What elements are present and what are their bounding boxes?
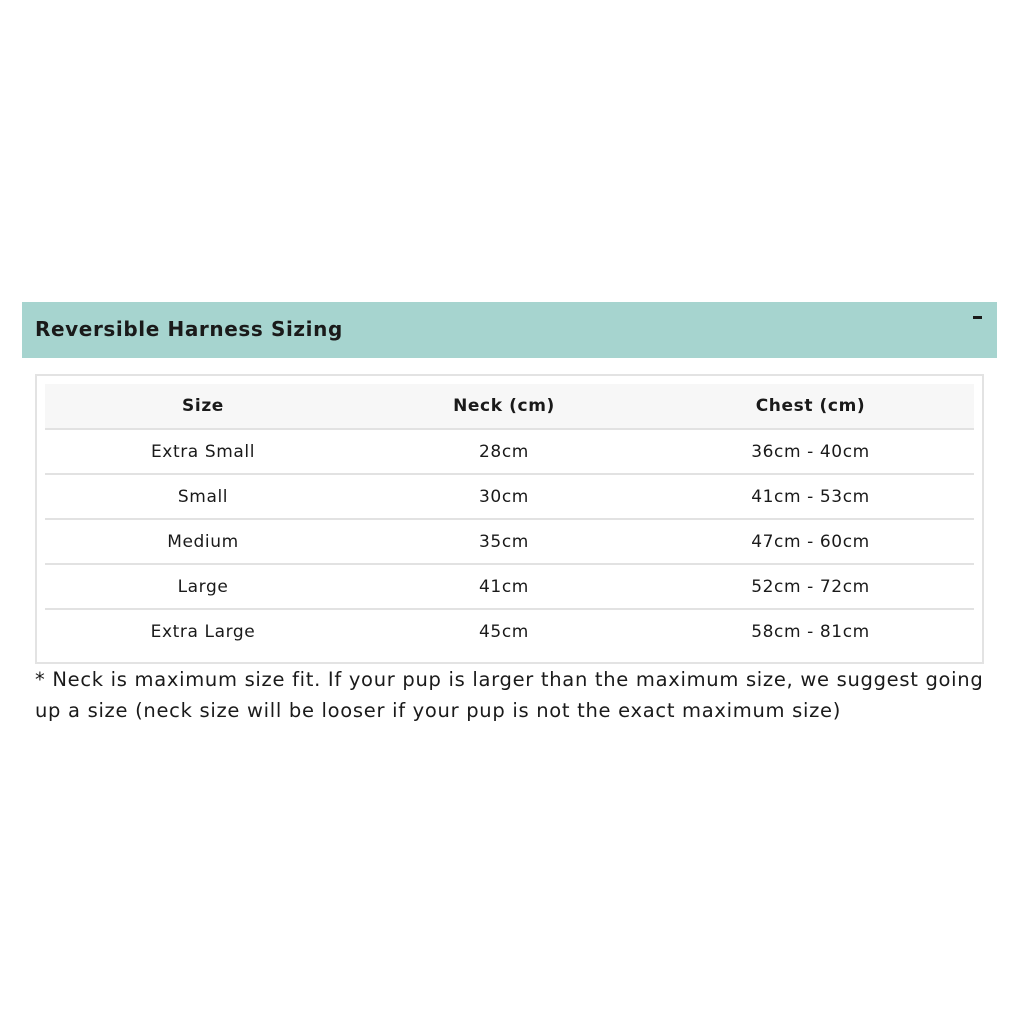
column-header-size: Size xyxy=(45,384,361,429)
cell-chest: 36cm - 40cm xyxy=(647,429,974,474)
column-header-neck: Neck (cm) xyxy=(361,384,647,429)
accordion-title: Reversible Harness Sizing xyxy=(35,317,343,341)
cell-size: Extra Small xyxy=(45,429,361,474)
cell-chest: 47cm - 60cm xyxy=(647,519,974,564)
column-header-chest: Chest (cm) xyxy=(647,384,974,429)
cell-neck: 45cm xyxy=(479,622,529,642)
cell-neck: 35cm xyxy=(361,519,647,564)
table-row xyxy=(45,429,974,474)
accordion-header[interactable] xyxy=(22,302,997,358)
cell-size: Small xyxy=(45,474,361,519)
table-row xyxy=(45,519,974,564)
sizing-footnote: * Neck is maximum size fit. If your pup is larger than the maximum size, we suggest going up a size (neck size will be looser if your pup is not the exact maximum size) xyxy=(35,668,984,722)
cell-chest: 58cm - 81cm xyxy=(751,622,870,642)
table-row xyxy=(45,564,974,609)
size-table xyxy=(45,384,974,654)
cell-size: Large xyxy=(45,564,361,609)
minus-icon-bar xyxy=(973,316,982,319)
cell-neck: 28cm xyxy=(361,429,647,474)
cell-chest: 52cm - 72cm xyxy=(647,564,974,609)
cell-neck: 41cm xyxy=(361,564,647,609)
cell-chest: 41cm - 53cm xyxy=(647,474,974,519)
cell-neck: 30cm xyxy=(361,474,647,519)
table-header-row xyxy=(45,384,974,429)
table-row xyxy=(45,474,974,519)
minus-icon[interactable] xyxy=(971,310,985,324)
cell-size: Extra Large xyxy=(150,622,256,642)
size-table-container xyxy=(35,374,984,664)
cell-size: Medium xyxy=(45,519,361,564)
table-row xyxy=(45,609,974,654)
